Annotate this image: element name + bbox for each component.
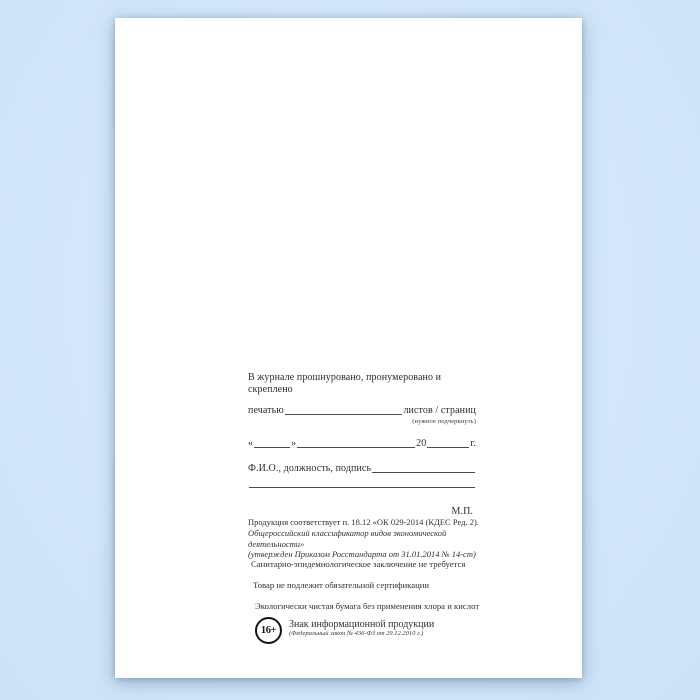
compliance-line-3: (утвержден Приказом Росстандарта от 31.01.2014 № 14-ст) bbox=[248, 549, 476, 560]
seal-row bbox=[248, 405, 476, 417]
blank-line-day bbox=[254, 438, 290, 448]
signature-label: Ф.И.О., должность, подпись bbox=[248, 463, 372, 474]
quote-close: » bbox=[291, 438, 297, 449]
year-suffix: г. bbox=[470, 438, 476, 449]
cert-statement: В журнале прошнуровано, пронумеровано и скреплено bbox=[248, 372, 442, 395]
compliance-line-1: Продукция соответствует п. 18.12 «ОК 029-2014 (КДЕС Ред. 2). bbox=[248, 517, 479, 527]
age-rating-16plus-icon bbox=[255, 617, 282, 644]
blank-line-year bbox=[427, 438, 469, 448]
stamp-place-label: М.П. bbox=[451, 506, 473, 517]
date-row bbox=[248, 438, 476, 450]
note-certification: Товар не подлежит обязательной сертификации bbox=[253, 580, 430, 590]
lacing-certification-block bbox=[248, 372, 476, 518]
note-sanitary: Санитарно-эпидемиологическое заключение не требуется bbox=[251, 559, 466, 569]
blank-line-month bbox=[297, 438, 415, 448]
blank-line-full-width bbox=[249, 478, 475, 488]
blank-line-sheet-count bbox=[285, 405, 403, 415]
age-mark-row bbox=[255, 617, 434, 644]
underline-note: (нужное подчеркнуть) bbox=[412, 418, 476, 425]
quote-open: « bbox=[248, 438, 254, 449]
age-rating-label: 16+ bbox=[260, 625, 277, 636]
age-mark-law-reference: (Федеральный закон № 436-ФЗ от 29.12.2010 г.) bbox=[289, 630, 424, 637]
signature-row bbox=[248, 463, 476, 475]
sheets-pages-label: листов / страниц bbox=[403, 405, 476, 416]
age-mark-title: Знак информационной продукции bbox=[289, 619, 435, 630]
seal-label: печатью bbox=[248, 405, 284, 416]
compliance-line-2: Общероссийский классификатор видов экономической деятельности» bbox=[248, 527, 447, 549]
journal-back-page bbox=[115, 18, 582, 678]
product-compliance-block bbox=[248, 517, 493, 560]
blank-line-signature bbox=[372, 463, 475, 473]
note-eco-paper: Экологически чистая бумага без применения хлора и кислот bbox=[255, 601, 480, 611]
signature-continuation-row bbox=[248, 478, 476, 490]
year-prefix: 20 bbox=[416, 438, 427, 449]
age-mark-text bbox=[289, 617, 434, 638]
